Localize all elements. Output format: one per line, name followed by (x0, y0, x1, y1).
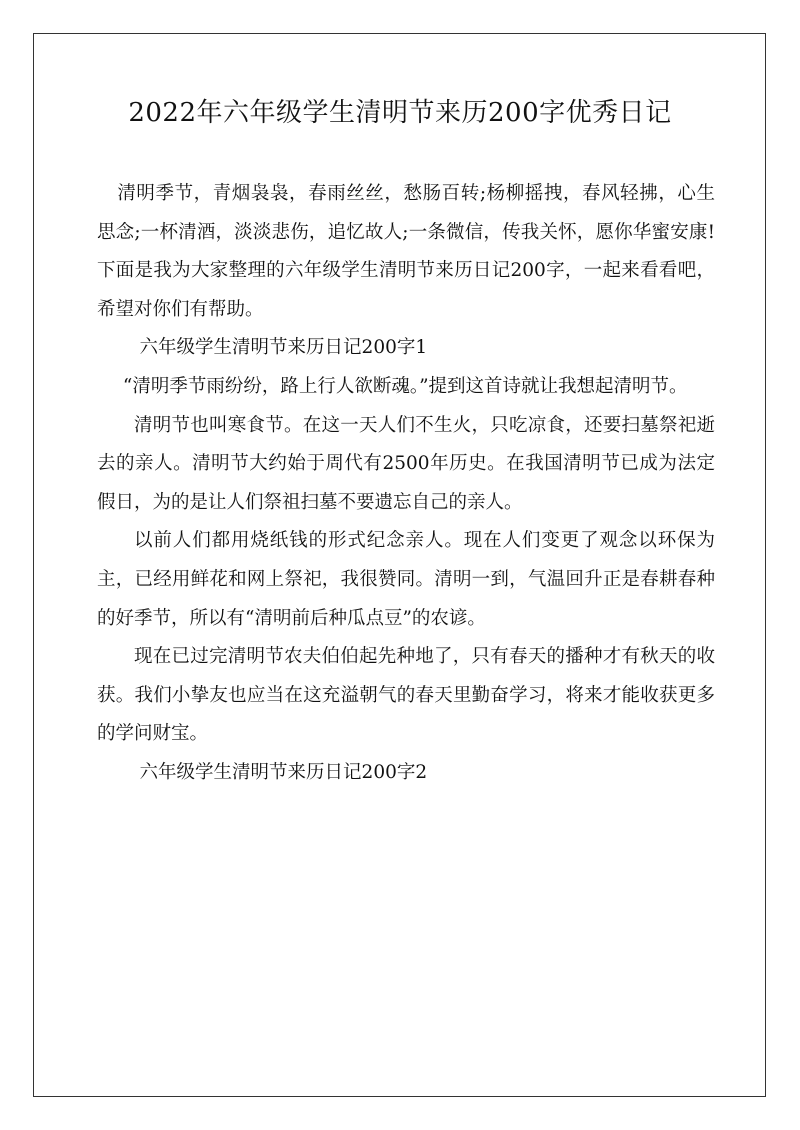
body-paragraph: 以前人们都用烧纸钱的形式纪念亲人。现在人们变更了观念以环保为主，已经用鲜花和网上祭祀，我很赞同。清明一到，气温回升正是春耕春种的好季节，所以有“清明前后种瓜点豆”的农谚。 (97, 530, 715, 629)
section-heading-2: 六年级学生清明节来历日记200字2 (139, 761, 428, 783)
document-title: 2022年六年级学生清明节来历200字优秀日记 (128, 98, 672, 128)
document-body (97, 175, 715, 793)
body-paragraph: 现在已过完清明节农夫伯伯起先种地了，只有春天的播种才有秋天的收获。我们小挚友也应当在这充溢朝气的春天里勤奋学习，将来才能收获更多的学问财宝。 (97, 646, 715, 745)
section-heading-1: 六年级学生清明节来历日记200字1 (139, 337, 428, 359)
intro-paragraph: 清明季节，青烟袅袅，春雨丝丝，愁肠百转;杨柳摇拽，春风轻拂，心生思念;一杯清酒，淡淡悲伤，追忆故人;一条微信，传我关怀，愿你华蜜安康!下面是我为大家整理的六年级学生清明节来历日记200字，一起来看看吧，希望对你们有帮助。 (97, 183, 715, 320)
body-paragraph: “清明季节雨纷纷，路上行人欲断魂。”提到这首诗就让我想起清明节。 (122, 375, 688, 397)
body-paragraph: 清明节也叫寒食节。在这一天人们不生火，只吃凉食，还要扫墓祭祀逝去的亲人。清明节大约始于周代有2500年历史。在我国清明节已成为法定假日，为的是让人们祭祖扫墓不要遗忘自己的亲人。 (97, 414, 715, 513)
